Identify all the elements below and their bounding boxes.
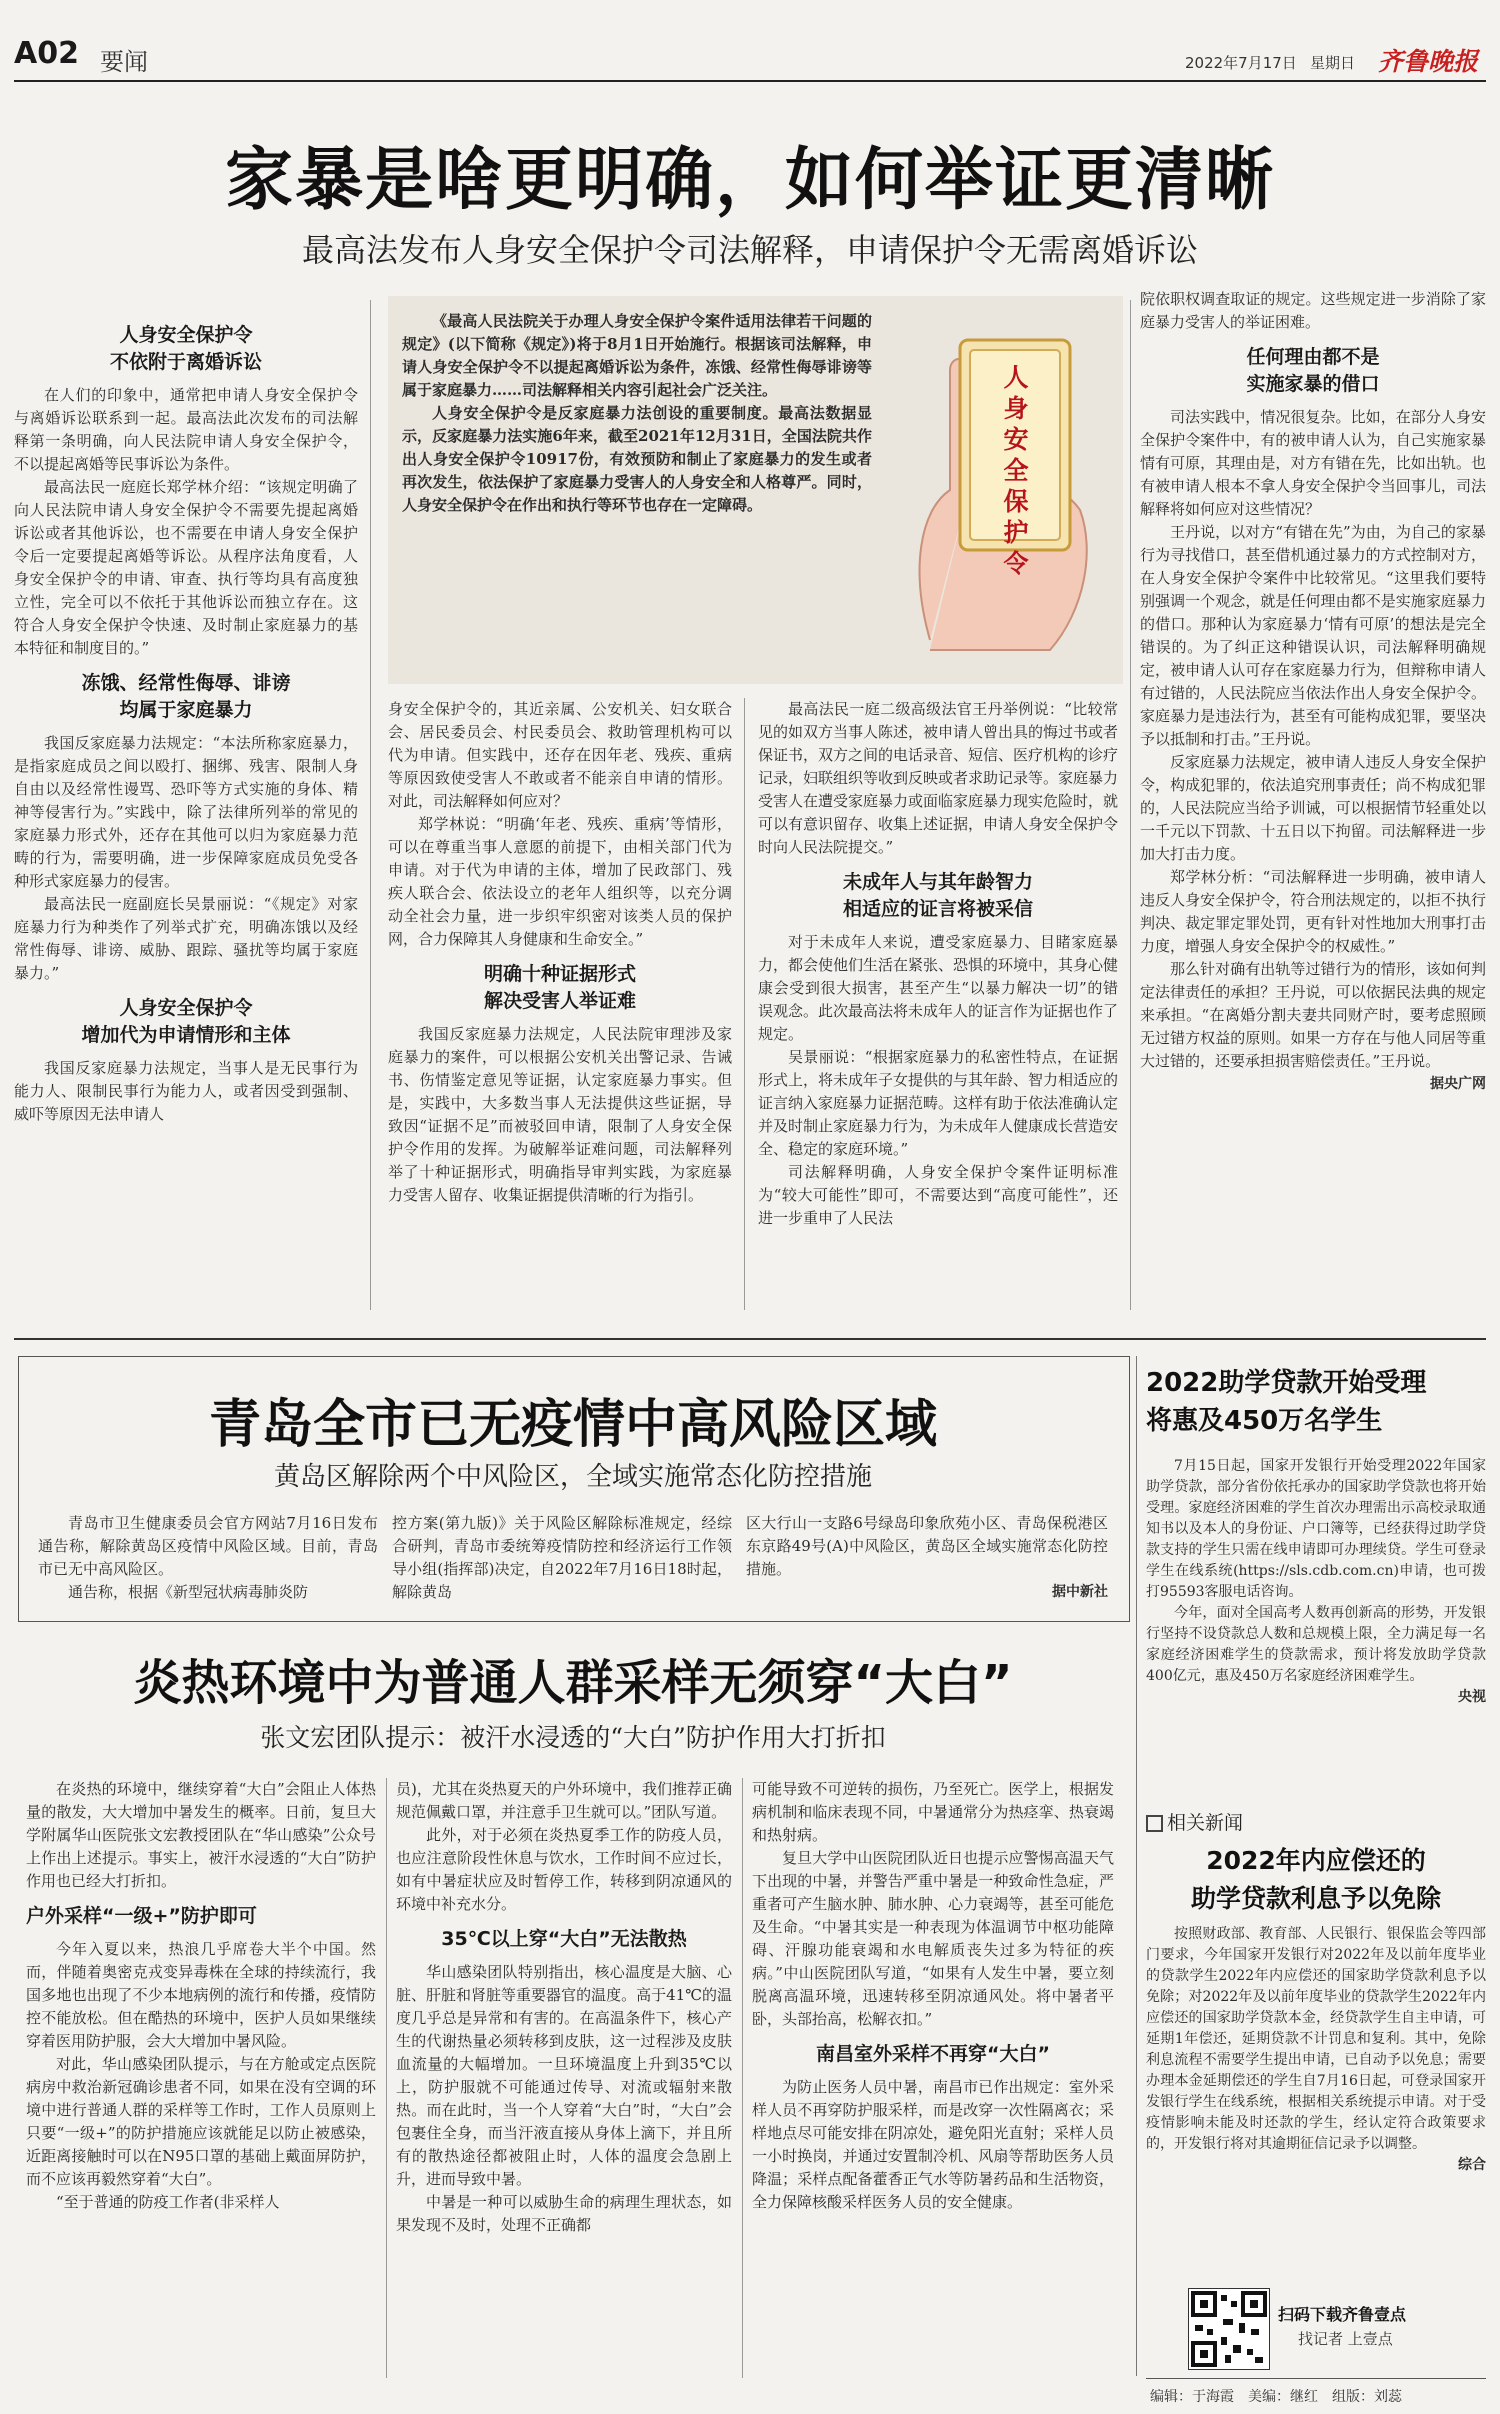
headline-sub: 最高法发布人身安全保护令司法解释，申请保护令无需离婚诉讼 [301,231,1198,269]
sidebar-story2-title: 2022年内应偿还的 助学贷款利息予以免除 [1190,1846,1441,1913]
subhead-no-divorce: 人身安全保护令 不依附于离婚诉讼 [109,324,262,373]
paragraph: 对此，华山感染团队提示，与在方舱或定点医院病房中救治新冠确诊患者不同，如果在没有空调的环境中进行普通人群的采样等工作时，工作人员原则上只要“一级+”的防护措施应该就能足以防止被感染，近距离接触时可以在N95口罩的基础上戴面屏防护，而不应该再毅然穿着“大白”。 [26,2055,376,2188]
article2-title: 青岛全市已无疫情中高风险区域 [208,1395,937,1455]
paragraph: 中暑是一种可以威胁生命的病理生理状态，如果发现不及时，处理不正确都 [396,2193,732,2234]
source-credit: 据中新社 [1052,1584,1108,1600]
sidebar-story1-body [1146,1456,1486,1708]
paragraph: 王丹说，以对方“有错在先”为由，为自己的家暴行为寻找借口，甚至借机通过暴力的方式控制对方，在人身安全保护令案件中比较常见。“这里我们要特别强调一个观念，就是任何理由都不是实施家庭暴力的借口。那种认为家庭暴力‘情有可原’的想法是完全错误的。为了纠正这种错误认识，司法解释明确规定，被申请人认可存在家庭暴力行为，但辩称申请人有过错的，人民法院应当依法作出人身安全保护令。家庭暴力是违法行为，甚至有可能构成犯罪，要坚决予以抵制和打击。”王丹说。 [1140,523,1486,748]
paragraph: 通告称，根据《新型冠状病毒肺炎防 [68,1583,309,1601]
paragraph: 郑学林分析：“司法解释进一步明确，被申请人违反人身安全保护令，符合刑法规定的，以拒不执行判决、裁定罪定罪处罚，更有针对性地加大刑事打击力度，增强人身安全保护令的权威性。” [1140,868,1486,955]
qr-code[interactable] [1188,2288,1270,2370]
paragraph: 反家庭暴力法规定，被申请人违反人身安全保护令，构成犯罪的，依法追究刑事责任；尚不构成犯罪的，人民法院应当给予训诫，可以根据情节轻重处以一千元以下罚款、十五日以下拘留。司法解释进一步加大打击力度。 [1140,753,1486,863]
paragraph: 司法实践中，情况很复杂。比如，在部分人身安全保护令案件中，有的被申请人认为，自己实施家暴情有可原，其理由是，对方有错在先，比如出轨。也有被申请人根本不拿人身安全保护令当回事儿，司法解释将如何应对这些情况？ [1140,408,1486,518]
footer-credits: 编辑：于海霞 美编：继红 组版：刘蕊 [1150,2389,1402,2405]
subhead-heat-dissipation: 35℃以上穿“大白”无法散热 [441,1928,687,1950]
article1-column-3 [758,698,1118,1230]
page-weekday: 星期日 [1310,54,1356,72]
subhead-ten-evidence: 明确十种证据形式 解决受害人举证难 [483,963,636,1012]
sidebar-story1-title: 2022助学贷款开始受理 将惠及450万名学生 [1146,1368,1427,1436]
source-credit: 综合 [1458,2157,1486,2173]
column-rule [742,1778,743,2378]
subhead-minor-testimony: 未成年人与其年龄智力 相适应的证言将被采信 [842,871,1033,920]
paragraph: 那么针对确有出轨等过错行为的情形，该如何判定法律责任的承担？王丹说，可以依据民法典的规定来承担。“在离婚分割夫妻共同财产时，要考虑照顾无过错方权益的原则。如果一方存在与他人同居等重大过错的，还要承担损害赔偿责任。”王丹说。 [1140,960,1486,1070]
paragraph: 7月15日起，国家开发银行开始受理2022年国家助学贷款，部分省份依托承办的国家助学贷款也将开始受理。家庭经济困难的学生首次办理需出示高校录取通知书以及本人的身份证、户口簿等，已经获得过助学贷款支持的学生只需在线申请即可办理续贷。学生可登录学生在线系统(https://sls.cdb.com.cn)申请，也可拨打95593客服电话咨询。 [1146,1458,1486,1600]
paragraph: 最高法民一庭二级高级法官王丹举例说：“比较常见的如双方当事人陈述，被申请人曾出具的悔过书或者保证书，双方之间的电话录音、短信、医疗机构的诊疗记录，妇联组织等收到反映或者求助记录等。家庭暴力受害人在遭受家庭暴力或面临家庭暴力现实危险时，就可以有意识留存、收集上述证据，申请人身安全保护令时向人民法院提交。” [758,700,1119,856]
subhead-no-excuse: 任何理由都不是 实施家暴的借口 [1246,346,1380,395]
article3-column-3 [752,1778,1114,2214]
source-credit: 据央广网 [1430,1076,1486,1092]
paragraph: 郑学林说：“明确‘年老、残疾、重病’等情形，可以在尊重当事人意愿的前提下，由相关部门代为申请。对于代为申请的主体，增加了民政部门、残疾人联合会、依法设立的老年人组织等，以充分调动全社会力量，进一步织牢织密对该类人员的保护网，合力保障其人身健康和生命安全。” [388,815,732,948]
paragraph: 我国反家庭暴力法规定：“本法所称家庭暴力，是指家庭成员之间以殴打、捆绑、残害、限制人身自由以及经常性谩骂、恐吓等方式实施的身体、精神等侵害行为。”实践中，除了法律所列举的常见的家庭暴力形式外，还存在其他可以归为家庭暴力范畴的行为，需要明确，进一步保障家庭成员免受各种形式家庭暴力的侵害。 [14,734,358,890]
paragraph: 青岛市卫生健康委员会官方网站7月16日发布通告称，解除黄岛区疫情中风险区域。目前，青岛市已无中高风险区。 [38,1514,378,1578]
article3-column-1 [26,1778,376,2214]
lead-paragraph: 《最高人民法院关于办理人身安全保护令案件适用法律若干问题的规定》(以下简称《规定》)将于8月1日开始施行。根据该司法解释，申请人身安全保护令不以提起离婚诉讼为条件，冻饿、经常性侮辱诽谤等属于家庭暴力……司法解释相关内容引起社会广泛关注。 [402,312,872,399]
subhead-abuse-types: 冻饿、经常性侮辱、诽谤 均属于家庭暴力 [81,672,291,721]
column-rule [370,300,371,1310]
paragraph: 此外，对于必须在炎热夏季工作的防疫人员，也应注意阶段性休息与饮水，工作时间不应过长，如有中暑症状应及时暂停工作，转移到阴凉通风的环境中补充水分。 [396,1826,732,1913]
subhead-proxy-application: 人身安全保护令 增加代为申请情形和主体 [81,997,291,1046]
footer-rule [1146,2378,1486,2379]
paragraph: 可能导致不可逆转的损伤，乃至死亡。医学上，根据发病机制和临床表现不同，中暑通常分为热痉挛、热衰竭和热射病。 [752,1780,1114,1844]
qr-code-icon [1189,2289,1269,2369]
protection-order-illustration [890,310,1110,670]
paragraph: 院依职权调查取证的规定。这些规定进一步消除了家庭暴力受害人的举证困难。 [1140,290,1486,331]
subhead-nanchang: 南昌室外采样不再穿“大白” [816,2043,1050,2065]
paragraph: 吴景丽说：“根据家庭暴力的私密性特点，在证据形式上，将未成年子女提供的与其年龄、智力相适应的证言纳入家庭暴力证据范畴。这样有助于依法准确认定并及时制止家庭暴力行为，为未成年人健康成长营造安全、稳定的家庭环境。” [758,1048,1119,1158]
page-code: A02 [14,36,79,71]
badge-text: 人身安全保护令 [1003,363,1029,578]
lead-text [402,310,872,517]
column-rule [744,698,745,1310]
paragraph: 最高法民一庭庭长郑学林介绍：“该规定明确了向人民法院申请人身安全保护令不需要先提起离婚诉讼或者其他诉讼，也不需要在申请人身安全保护令后一定要提起离婚等诉讼。从程序法角度看，人身安全保护令的申请、审查、执行等均具有高度独立性，完全可以不依托于其他诉讼而独立存在。这符合人身安全保护令快速、及时制止家庭暴力的基本特征和制度目的。” [14,478,358,657]
paragraph: 我国反家庭暴力法规定，当事人是无民事行为能力人、限制民事行为能力人，或者因受到强制、威吓等原因无法申请人 [14,1059,358,1123]
paragraph: 控方案(第九版)》关于风险区解除标准规定，经综合研判，青岛市委统筹疫情防控和经济运行工作领导小组(指挥部)决定，自2022年7月16日18时起，解除黄岛 [392,1514,732,1601]
paragraph: 复旦大学中山医院团队近日也提示应警惕高温天气下出现的中暑，并警告严重中暑是一种致命性急症，严重者可产生脑水肿、肺水肿、心力衰竭等，甚至可能危及生命。“中暑其实是一种表现为体温调节中枢功能障碍、汗腺功能衰竭和水电解质丧失过多为特征的疾病。”中山医院团队写道，“如果有人发生中暑，要立刻脱离高温环境，迅速转移至阴凉通风处。将中暑者平卧，头部抬高，松解衣扣。” [752,1849,1114,2028]
column-rule [1130,300,1131,1310]
source-credit: 央视 [1458,1689,1486,1705]
headline-main: 家暴是啥更明确，如何举证更清晰 [224,141,1275,220]
sidebar-story2-body [1146,1924,1486,2176]
paper-logo: 齐鲁晚报 [1378,47,1479,76]
related-news-icon [1146,1815,1163,1832]
paragraph: 对于未成年人来说，遭受家庭暴力、目睹家庭暴力，都会使他们生活在紧张、恐惧的环境中，其身心健康会受到很大损害，甚至产生“以暴力解决一切”的错误观念。此次最高法将未成年人的证言作为证据也作了规定。 [758,933,1119,1043]
column-rule [386,1778,387,2378]
article1-column-2 [388,698,732,1207]
paragraph: 司法解释明确，人身安全保护令案件证明标准为“较大可能性”即可，不需要达到“高度可能性”，还进一步重申了人民法 [758,1163,1118,1227]
qr-caption-2: 找记者 上壹点 [1298,2330,1393,2348]
paragraph: 在炎热的环境中，继续穿着“大白”会阻止人体热量的散发，大大增加中暑发生的概率。日前，复旦大学附属华山医院张文宏教授团队在“华山感染”公众号上作出上述提示。事实上，被汗水浸透的“大白”防护作用也已经大打折扣。 [26,1780,376,1890]
lead-box [388,296,1123,684]
paragraph: 区大行山一支路6号绿岛印象欣苑小区、青岛保税港区东京路49号(A)中风险区，黄岛区全域实施常态化防控措施。 [746,1514,1108,1578]
article3-title: 炎热环境中为普通人群采样无须穿“大白” [133,1655,1013,1711]
article2-column-3 [746,1512,1108,1604]
article2-column-2 [392,1512,732,1604]
related-news-text: 相关新闻 [1167,1812,1244,1834]
section-rule [14,1338,1486,1340]
paragraph: 在人们的印象中，通常把申请人身安全保护令与离婚诉讼联系到一起。最高法此次发布的司法解释第一条明确，向人民法院申请人身安全保护令，不以提起离婚等民事诉讼为条件。 [14,386,358,473]
paragraph: 今年入夏以来，热浪几乎席卷大半个中国。然而，伴随着奥密克戎变异毒株在全球的持续流行，我国多地也出现了不少本地病例的流行和传播，疫情防控不能放松。但在酷热的环境中，医护人员如果继续穿着医用防护服，会大大增加中暑风险。 [26,1940,376,2050]
paragraph: “至于普通的防疫工作者(非采样人 [56,2193,280,2211]
sidebar-rule [1136,1356,1137,2376]
section-name: 要闻 [100,48,148,76]
paragraph: 按照财政部、教育部、人民银行、银保监会等四部门要求，今年国家开发银行对2022年及以前年度毕业的贷款学生2022年内应偿还的国家助学贷款利息予以免除；对2022年及以前年度毕业的贷款学生2022年内应偿还的国家助学贷款本金，经贷款学生自主申请，可延期1年偿还，延期贷款不计罚息和复利。其中，免除利息流程不需要学生提出申请，已自动予以免息；需要办理本金延期偿还的学生自7月16日起，可登录国家开发银行学生在线系统，根据相关系统提示申请。对于受疫情影响未能及时还款的学生，经认定符合政策要求的，开发银行将对其逾期征信记录予以调整。 [1146,1926,1486,2152]
page-date: 2022年7月17日 [1185,54,1297,72]
subhead-outdoor-protection: 户外采样“一级+”防护即可 [26,1905,257,1927]
article3-column-2 [396,1778,732,2237]
article2-subtitle: 黄岛区解除两个中风险区，全域实施常态化防控措施 [273,1462,872,1492]
paragraph: 身安全保护令的，其近亲属、公安机关、妇女联合会、居民委员会、村民委员会、救助管理机构可以代为申请。但实践中，还存在因年老、残疾、重病等原因致使受害人不敢或者不能亲自申请的情形。对此，司法解释如何应对？ [388,700,732,810]
related-news-label [1146,1808,1243,1835]
article1-column-4 [1140,288,1486,1096]
article3-subtitle: 张文宏团队提示：被汗水浸透的“大白”防护作用大打折扣 [260,1723,886,1752]
paragraph: 为防止医务人员中暑，南昌市已作出规定：室外采样人员不再穿防护服采样，而是改穿一次性隔离衣；采样地点尽可能安排在阴凉处，避免阳光直射；采样人员一小时换岗，并通过安置制冷机、风扇等帮助医务人员降温；采样点配备藿香正气水等防暑药品和生活物资，全力保障核酸采样医务人员的安全健康。 [752,2078,1114,2211]
paragraph: 员)，尤其在炎热夏天的户外环境中，我们推荐正确规范佩戴口罩，并注意手卫生就可以。”团队写道。 [396,1780,732,1821]
paragraph: 我国反家庭暴力法规定，人民法院审理涉及家庭暴力的案件，可以根据公安机关出警记录、告诫书、伤情鉴定意见等证据，认定家庭暴力事实。但是，实践中，大多数当事人无法提供这些证据，导致因“证据不足”而被驳回申请，限制了人身安全保护令作用的发挥。为破解举证难问题，司法解释列举了十种证据形式，明确指导审判实践，为家庭暴力受害人留存、收集证据提供清晰的行为指引。 [388,1025,732,1204]
header-rule [14,80,1486,82]
qr-caption-1: 扫码下载齐鲁壹点 [1278,2305,1407,2324]
paragraph: 最高法民一庭副庭长吴景丽说：“《规定》对家庭暴力行为种类作了列举式扩充，明确冻饿以及经常性侮辱、诽谤、威胁、跟踪、骚扰等均属于家庭暴力。” [14,895,358,982]
paragraph: 华山感染团队特别指出，核心温度是大脑、心脏、肝脏和肾脏等重要器官的温度。高于41℃的温度几乎总是异常和有害的。在高温条件下，核心产生的代谢热量必须转移到皮肤，这一过程涉及皮肤血流量的大幅增加。一旦环境温度上升到35℃以上，防护服就不可能通过传导、对流或辐射来散热。而在此时，当一个人穿着“大白”时，“大白”会包裹住全身，而当汗液直接从身体上滴下，并且所有的散热途径都被阻止时，人体的温度会急剧上升，进而导致中暑。 [396,1963,732,2188]
article1-column-1 [14,312,358,1126]
article2-column-1 [38,1512,378,1604]
lead-paragraph: 人身安全保护令是反家庭暴力法创设的重要制度。最高法数据显示，反家庭暴力法实施6年来，截至2021年12月31日，全国法院共作出人身安全保护令10917份，有效预防和制止了家庭暴力的发生或者再次发生，依法保护了家庭暴力受害人的人身安全和人格尊严。同时，人身安全保护令在作出和执行等环节也存在一定障碍。 [402,404,872,514]
paragraph: 今年，面对全国高考人数再创新高的形势，开发银行坚持不设贷款总人数和总规模上限，全力满足每一名家庭经济困难学生的贷款需求，预计将发放助学贷款400亿元，惠及450万名家庭经济困难学生。 [1146,1605,1486,1684]
